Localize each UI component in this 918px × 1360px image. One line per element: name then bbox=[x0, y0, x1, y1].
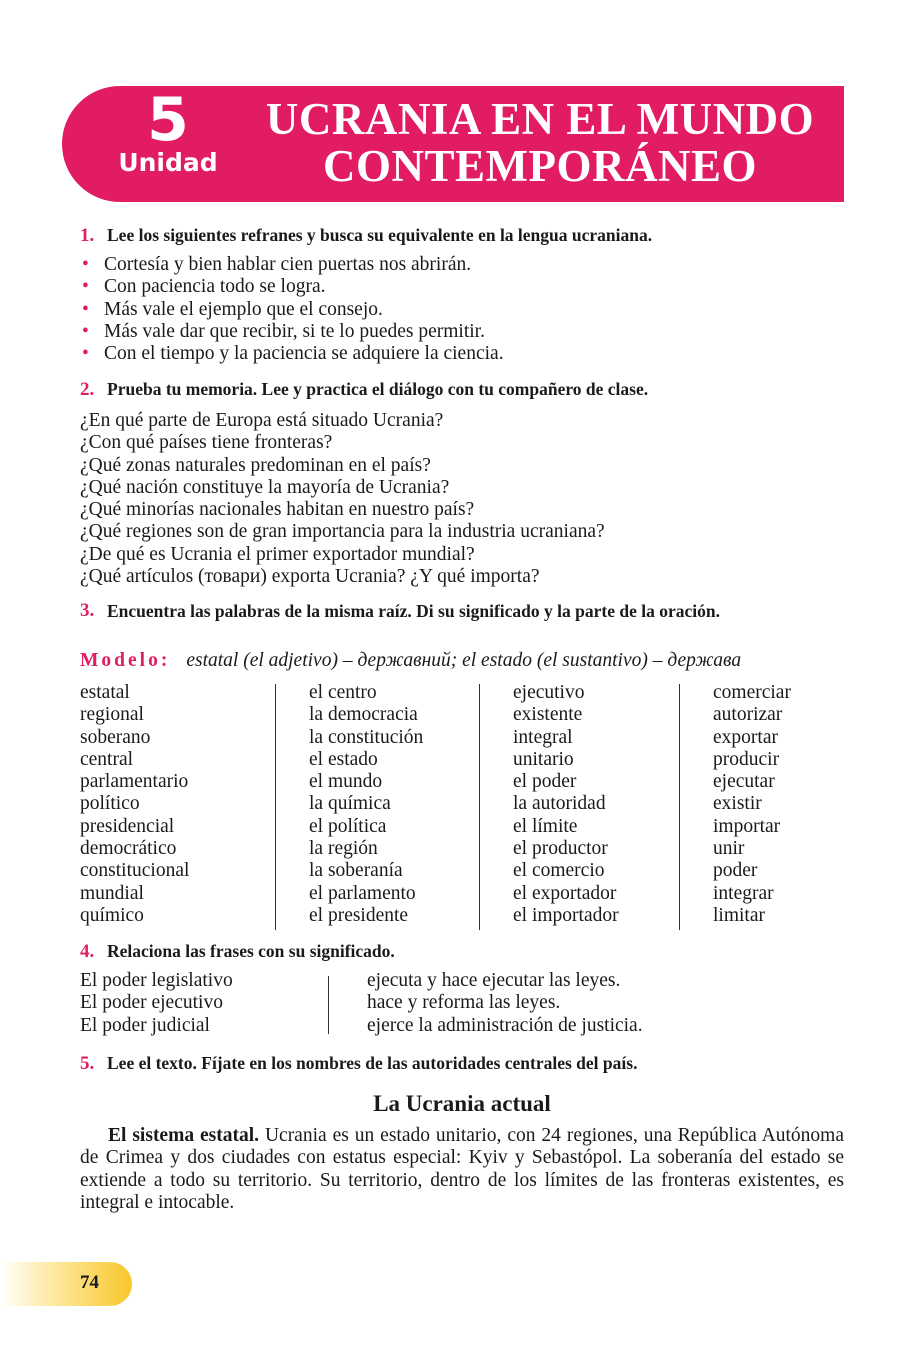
list-item: regional bbox=[80, 704, 144, 726]
list-item: importar bbox=[713, 815, 781, 837]
exercise-number: 1. bbox=[80, 225, 95, 246]
list-item: el presidente bbox=[309, 904, 409, 926]
word-column-1 bbox=[80, 682, 189, 927]
list-item: ejecutivo bbox=[513, 682, 585, 703]
list-item: democrático bbox=[80, 838, 177, 860]
list-item: el mundo bbox=[309, 771, 383, 793]
list-item: • Con el tiempo y la paciencia se adquiere la ciencia. bbox=[82, 343, 504, 365]
page-number: 74 bbox=[80, 1272, 99, 1293]
page-number-tab bbox=[0, 1262, 132, 1306]
list-item: la constitución bbox=[309, 726, 424, 748]
exercise-1-heading bbox=[80, 224, 652, 247]
list-item: la autoridad bbox=[513, 793, 606, 815]
list-item: la soberanía bbox=[309, 860, 403, 882]
list-item: ejecuta y hace ejecutar las leyes. bbox=[367, 970, 621, 991]
list-item: ¿Con qué países tiene fronteras? bbox=[80, 432, 333, 454]
list-item: ¿Qué minorías nacionales habitan en nuestro país? bbox=[80, 499, 475, 521]
word-column-4 bbox=[713, 682, 791, 927]
exercise-instruction: Relaciona las frases con su significado. bbox=[107, 941, 395, 961]
list-item: soberano bbox=[80, 726, 151, 748]
exercise-5-heading bbox=[80, 1052, 637, 1075]
unit-label: Unidad bbox=[118, 148, 218, 177]
list-item: mundial bbox=[80, 882, 144, 904]
meaning-list bbox=[367, 970, 643, 1037]
model-example bbox=[80, 650, 741, 672]
exercise-instruction: Prueba tu memoria. Lee y practica el diálogo con tu compañero de clase. bbox=[107, 379, 649, 399]
list-item: el comercio bbox=[513, 860, 605, 882]
bullet-icon: • bbox=[82, 343, 89, 365]
list-item: El poder ejecutivo bbox=[80, 992, 223, 1014]
unit-number: 5 bbox=[147, 85, 189, 155]
list-item: el límite bbox=[513, 815, 578, 837]
list-item: ¿En qué parte de Europa está situado Ucrania? bbox=[80, 410, 444, 431]
list-item: unitario bbox=[513, 748, 574, 770]
reading-title: La Ucrania actual bbox=[373, 1091, 551, 1116]
list-item: comerciar bbox=[713, 682, 791, 703]
phrase-list bbox=[80, 970, 233, 1037]
model-label: Modelo: bbox=[80, 650, 171, 671]
reading-text: Ucrania es un estado unitario, con 24 regiones, una República Autónoma de Crimea y dos ciudades con estatus especial: Kyiv y Sebastópol. La soberanía del estado se extiende a todo su territorio. Su territorio, dentro de los límites de las fronteras existentes, es integral e intocable. bbox=[80, 1125, 844, 1213]
exercise-instruction: Lee el texto. Fíjate en los nombres de las autoridades centrales del país. bbox=[107, 1053, 638, 1073]
list-item: integrar bbox=[713, 882, 774, 904]
list-item: El poder judicial bbox=[80, 1014, 210, 1036]
model-text: estatal (el adjetivo) – державний; el estado (el sustantivo) – держава bbox=[186, 650, 742, 671]
bullet-icon: • bbox=[82, 320, 89, 342]
list-item: el estado bbox=[309, 748, 378, 770]
list-item: el centro bbox=[309, 682, 377, 703]
list-item: parlamentario bbox=[80, 771, 189, 793]
list-item: El poder legislativo bbox=[80, 970, 233, 991]
exercise-number: 4. bbox=[80, 941, 95, 962]
list-item: exportar bbox=[713, 726, 778, 748]
list-item: integral bbox=[513, 726, 573, 748]
bullet-icon: • bbox=[82, 298, 89, 320]
list-item: el parlamento bbox=[309, 882, 416, 904]
list-item: ejerce la administración de justicia. bbox=[367, 1014, 643, 1036]
exercise-instruction: Encuentra las palabras de la misma raíz. Di su significado y la parte de la oración. bbox=[107, 601, 720, 621]
list-item: • Más vale el ejemplo que el consejo. bbox=[82, 298, 383, 320]
list-item: ¿Qué zonas naturales predominan en el país? bbox=[80, 454, 431, 476]
word-column-3 bbox=[513, 682, 619, 927]
list-item: la química bbox=[309, 793, 391, 815]
column-divider bbox=[328, 976, 329, 1034]
list-item: ¿Qué nación constituye la mayoría de Ucrania? bbox=[80, 476, 450, 498]
list-item: existir bbox=[713, 793, 762, 815]
list-item: la democracia bbox=[309, 704, 418, 726]
list-item: el exportador bbox=[513, 882, 617, 904]
list-item: ¿Qué artículos (товари) exporta Ucrania? ¿Y qué importa? bbox=[80, 566, 540, 588]
column-divider bbox=[479, 684, 480, 930]
list-item: estatal bbox=[80, 682, 130, 703]
bullet-icon: • bbox=[82, 276, 89, 298]
list-item: producir bbox=[713, 748, 780, 770]
list-item: • Cortesía y bien hablar cien puertas nos abrirán. bbox=[82, 254, 472, 275]
exercise-number: 2. bbox=[80, 379, 95, 400]
list-item: ¿Qué regiones son de gran importancia para la industria ucraniana? bbox=[80, 521, 605, 543]
list-item: hace y reforma las leyes. bbox=[367, 992, 561, 1014]
list-item: existente bbox=[513, 704, 583, 726]
list-item: central bbox=[80, 748, 134, 770]
list-item: el poder bbox=[513, 771, 577, 793]
list-item: el política bbox=[309, 815, 387, 837]
list-item: limitar bbox=[713, 904, 765, 926]
list-item: autorizar bbox=[713, 704, 783, 726]
list-item: poder bbox=[713, 860, 758, 882]
exercise-2-heading bbox=[80, 378, 648, 401]
question-list bbox=[80, 410, 605, 588]
column-divider bbox=[275, 684, 276, 930]
bullet-icon: • bbox=[82, 254, 89, 275]
reading-paragraph bbox=[80, 1125, 844, 1214]
proverb-list bbox=[80, 254, 504, 365]
exercise-3-heading bbox=[80, 600, 850, 622]
unit-title bbox=[248, 96, 832, 190]
list-item: el importador bbox=[513, 904, 619, 926]
list-item: la región bbox=[309, 838, 378, 860]
list-item: químico bbox=[80, 904, 144, 926]
reading-lead: El sistema estatal. bbox=[108, 1125, 260, 1146]
list-item: • Más vale dar que recibir, si te lo puedes permitir. bbox=[82, 320, 485, 342]
list-item: político bbox=[80, 793, 140, 815]
exercise-number: 5. bbox=[80, 1053, 95, 1074]
list-item: • Con paciencia todo se logra. bbox=[82, 276, 326, 298]
unit-title-line-2: CONTEMPORÁNEO bbox=[323, 141, 757, 191]
word-column-2 bbox=[309, 682, 423, 927]
list-item: el productor bbox=[513, 838, 608, 860]
exercise-4-heading bbox=[80, 940, 395, 963]
column-divider bbox=[679, 684, 680, 930]
list-item: ¿De qué es Ucrania el primer exportador mundial? bbox=[80, 543, 475, 565]
exercise-instruction: Lee los siguientes refranes y busca su equivalente en la lengua ucraniana. bbox=[107, 225, 653, 245]
list-item: constitucional bbox=[80, 860, 190, 882]
unit-title-line-1: UCRANIA EN EL MUNDO bbox=[265, 94, 815, 144]
exercise-number: 3. bbox=[80, 600, 95, 621]
list-item: ejecutar bbox=[713, 771, 775, 793]
list-item: unir bbox=[713, 838, 745, 860]
list-item: presidencial bbox=[80, 815, 175, 837]
